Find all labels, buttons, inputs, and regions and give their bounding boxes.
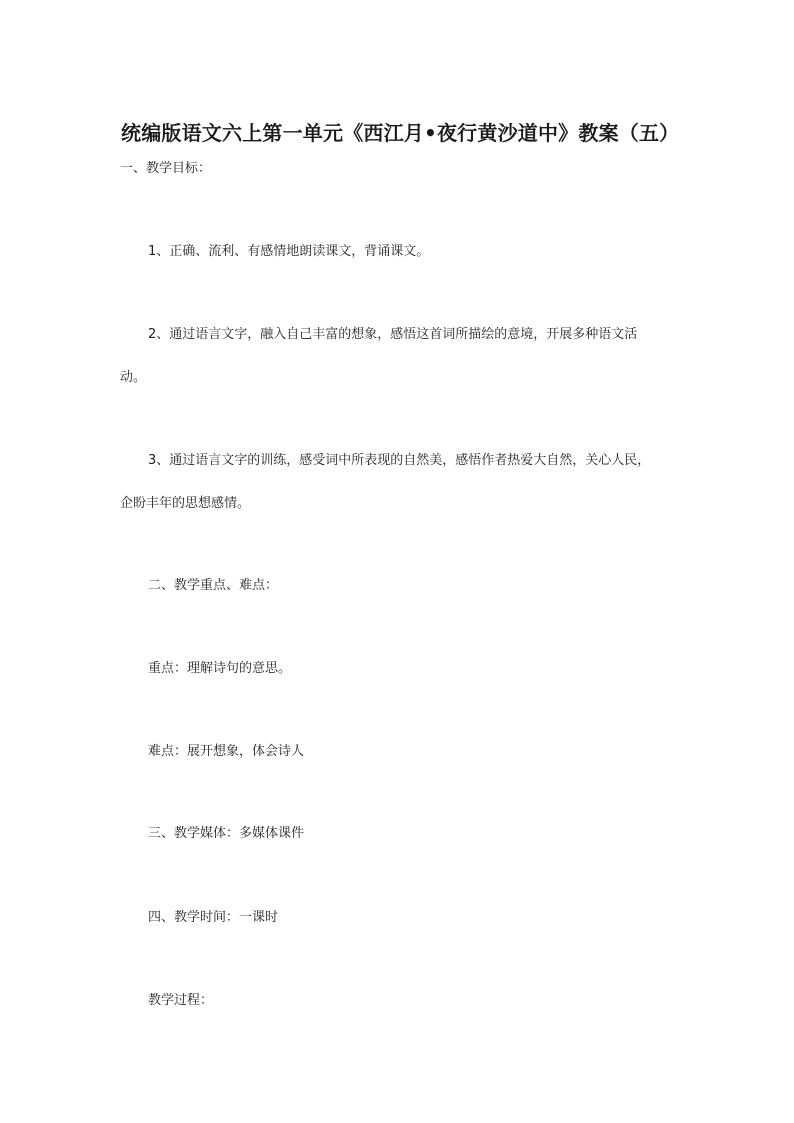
teaching-process-heading: 教学过程： — [148, 993, 214, 1008]
objective-3-line-1: 3、通过语言文字的训练，感受词中所表现的自然美，感悟作者热爱大自然，关心人民， — [148, 453, 651, 468]
focus-point: 重点：理解诗句的意思。 — [148, 661, 292, 676]
objective-2-line-2: 动。 — [120, 370, 147, 385]
document-title: 统编版语文六上第一单元《西江月•夜行黄沙道中》教案（五） — [121, 121, 680, 145]
key-points-heading: 二、教学重点、难点： — [148, 578, 279, 593]
objective-1: 1、正确、流利、有感情地朗读课文，背诵课文。 — [148, 244, 430, 259]
objectives-heading: 一、教学目标： — [120, 161, 212, 176]
objective-2-line-1: 2、通过语言文字，融入自己丰富的想象，感悟这首词所描绘的意境，开展多种语文活 — [148, 327, 638, 342]
teaching-time: 四、教学时间：一课时 — [148, 910, 279, 925]
difficulty-point: 难点：展开想象，体会诗人 — [148, 744, 305, 759]
teaching-media: 三、教学媒体：多媒体课件 — [148, 826, 305, 841]
objective-3-line-2: 企盼丰年的思想感情。 — [120, 496, 251, 511]
